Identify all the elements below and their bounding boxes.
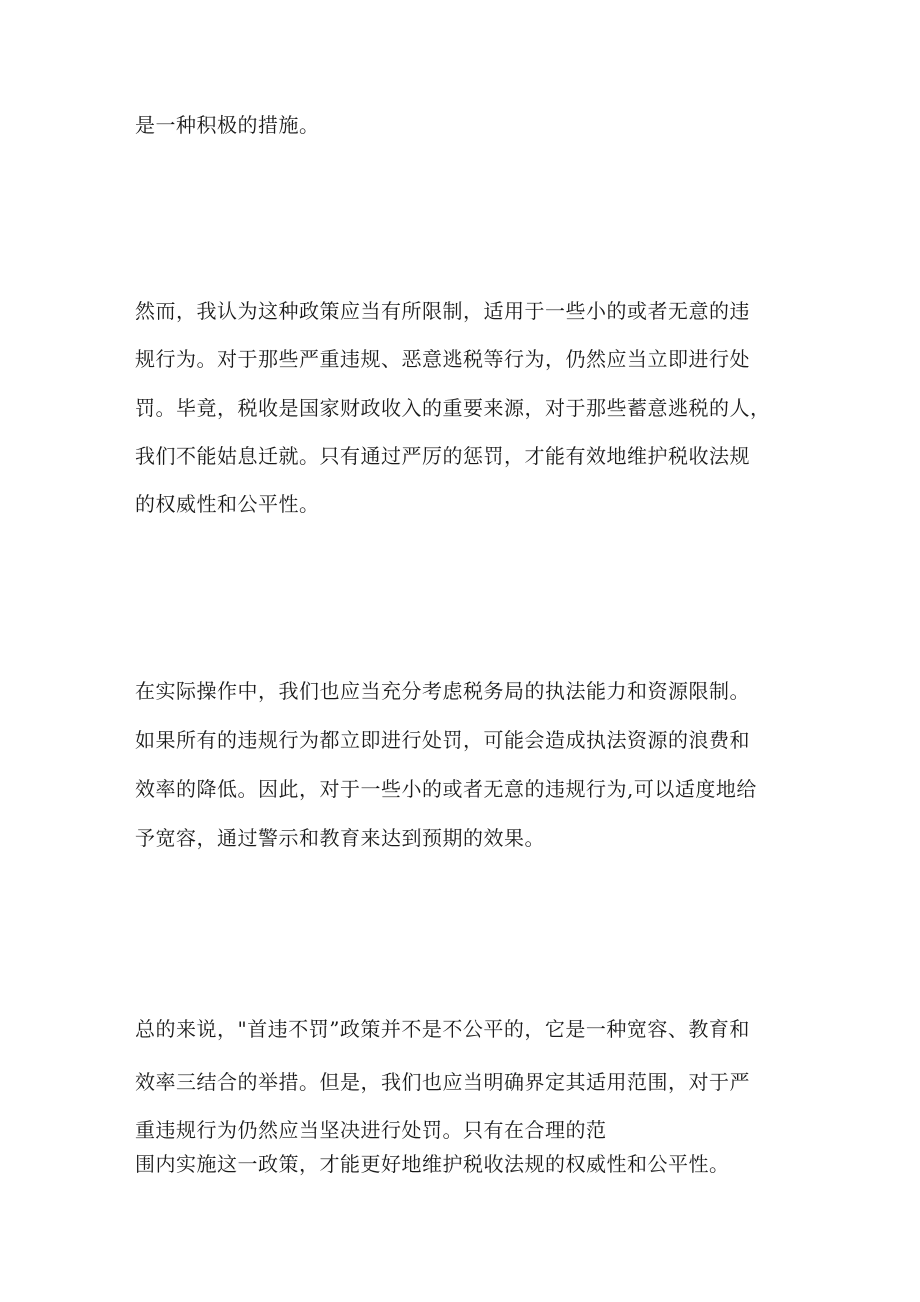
paragraph-4-line-1: 总的来说，"首违不罚”政策并不是不公平的，它是一种宽容、教育和 [135,1017,750,1041]
paragraph-2-line-1: 然而，我认为这种政策应当有所限制，适用于一些小的或者无意的违 [135,299,750,323]
paragraph-2-line-3: 罚。毕竟，税收是国家财政收入的重要来源，对于那些蓄意逃税的人， [135,396,771,420]
paragraph-4-line-2: 效率三结合的举措。但是，我们也应当明确界定其适用范围，对于严 [135,1070,750,1094]
paragraph-3-line-3: 效率的降低。因此，对于一些小的或者无意的违规行为,可以适度地给 [135,777,757,801]
paragraph-4-line-4: 围内实施这一政策，才能更好地维护税收法规的权威性和公平性。 [135,1152,730,1176]
paragraph-4-line-3: 重违规行为仍然应当坚决进行处罚。只有在合理的范 [135,1118,607,1142]
paragraph-2-line-2: 规行为。对于那些严重违规、恶意逃税等行为，仍然应当立即进行处 [135,347,750,371]
paragraph-3-line-2: 如果所有的违规行为都立即进行处罚，可能会造成执法资源的浪费和 [135,728,750,752]
paragraph-3-line-1: 在实际操作中，我们也应当充分考虑税务局的执法能力和资源限制。 [135,679,750,703]
paragraph-2-line-4: 我们不能姑息迁就。只有通过严厉的惩罚，才能有效地维护税收法规 [135,444,750,468]
paragraph-3-line-4: 予宽容，通过警示和教育来达到预期的效果。 [135,826,545,850]
paragraph-1-line-1: 是一种积极的措施。 [135,113,320,137]
paragraph-2-line-5: 的权威性和公平性。 [135,492,320,516]
